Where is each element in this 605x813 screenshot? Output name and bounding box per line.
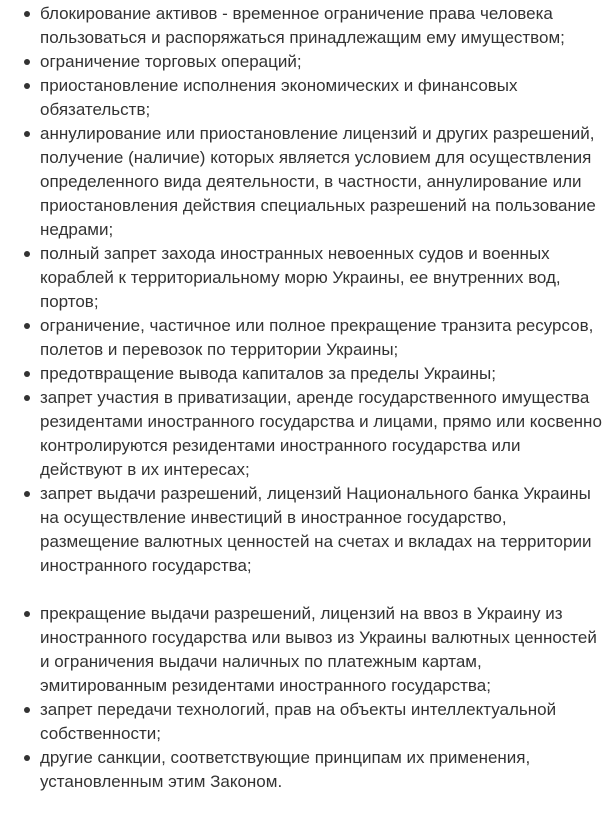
sanctions-list bbox=[0, 2, 605, 794]
bullet-icon bbox=[24, 59, 30, 65]
bullet-icon bbox=[24, 131, 30, 137]
list-item-text: приостановление исполнения экономических и финансовых обязательств; bbox=[40, 76, 518, 119]
bullet-icon bbox=[24, 395, 30, 401]
list-item-text: ограничение торговых операций; bbox=[40, 52, 302, 71]
list-item-text: запрет участия в приватизации, аренде государственного имущества резидентами иностранного государства и лицами, прямо или косвенно контролируются резидентами иностранного государства или действуют в их интересах; bbox=[40, 388, 602, 479]
bullet-icon bbox=[24, 83, 30, 89]
list-item bbox=[0, 50, 605, 74]
list-item bbox=[0, 386, 605, 482]
list-item bbox=[0, 74, 605, 122]
list-item bbox=[0, 362, 605, 386]
bullet-icon bbox=[24, 371, 30, 377]
list-item-text: прекращение выдачи разрешений, лицензий на ввоз в Украину из иностранного государства или вывоз из Украины валютных ценностей и ограничения выдачи наличных по платежным картам, эмитированным резидентами иностранного государства; bbox=[40, 604, 597, 695]
bullet-icon bbox=[24, 707, 30, 713]
list-item-text: ограничение, частичное или полное прекращение транзита ресурсов, полетов и перевозок по территории Украины; bbox=[40, 316, 594, 359]
list-item bbox=[0, 122, 605, 242]
list-item bbox=[0, 314, 605, 362]
list-item-text: предотвращение вывода капиталов за пределы Украины; bbox=[40, 364, 496, 383]
list-item-text: запрет выдачи разрешений, лицензий Национального банка Украины на осуществление инвестиций в иностранное государство, размещение валютных ценностей на счетах и вкладах на территории иностранного государства; bbox=[40, 484, 592, 575]
bullet-icon bbox=[24, 11, 30, 17]
list-item bbox=[0, 602, 605, 698]
list-item-text: запрет передачи технологий, прав на объекты интеллектуальной собственности; bbox=[40, 700, 557, 743]
list-item bbox=[0, 746, 605, 794]
list-item-text: другие санкции, соответствующие принципам их применения, установленным этим Законом. bbox=[40, 748, 531, 791]
bullet-icon bbox=[24, 251, 30, 257]
bullet-icon bbox=[24, 491, 30, 497]
list-item bbox=[0, 482, 605, 578]
list-item bbox=[0, 242, 605, 314]
document-body bbox=[0, 2, 605, 794]
list-item bbox=[0, 698, 605, 746]
bullet-icon bbox=[24, 611, 30, 617]
list-item bbox=[0, 2, 605, 50]
list-item-text: аннулирование или приостановление лицензий и других разрешений, получение (наличие) которых является условием для осуществления определенного вида деятельности, в частности, аннулирование или приостановления действия специальных разрешений на пользование недрами; bbox=[40, 124, 596, 239]
bullet-icon bbox=[24, 323, 30, 329]
list-item-text: блокирование активов - временное ограничение права человека пользоваться и распоряжаться принадлежащим ему имуществом; bbox=[40, 4, 565, 47]
bullet-icon bbox=[24, 755, 30, 761]
list-item-text: полный запрет захода иностранных невоенных судов и военных кораблей к территориальному морю Украины, ее внутренних вод, портов; bbox=[40, 244, 561, 311]
